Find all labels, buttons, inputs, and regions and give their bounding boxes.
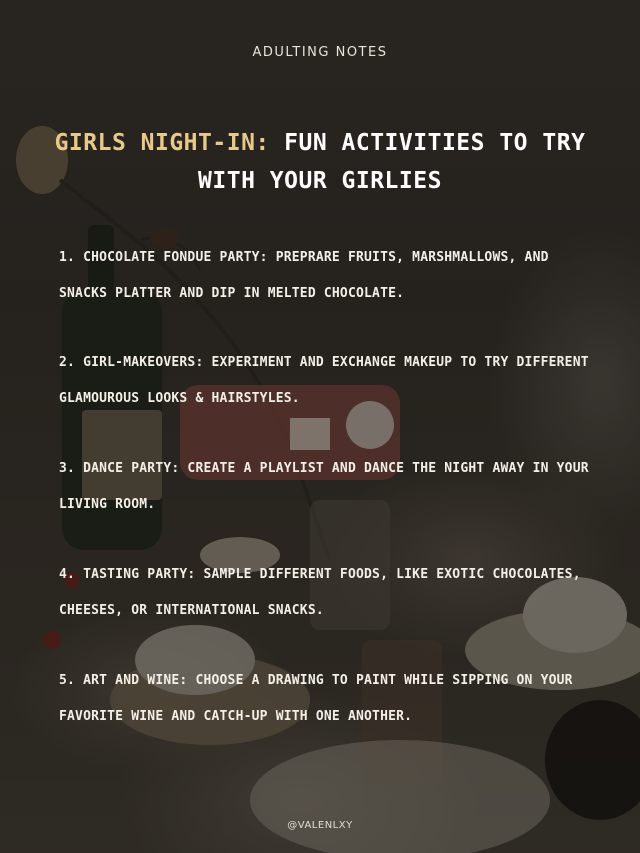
title-accent: GIRLS NIGHT-IN: bbox=[54, 130, 270, 156]
brand-header: ADULTING NOTES bbox=[252, 45, 388, 60]
list-item: 3. DANCE PARTY: CREATE A PLAYLIST AND DANCE THE NIGHT AWAY IN YOUR LIVING ROOM. bbox=[59, 461, 589, 512]
title-rest: FUN ACTIVITIES TO TRY WITH YOUR GIRLIES bbox=[198, 130, 586, 194]
list-item: 5. ART AND WINE: CHOOSE A DRAWING TO PAINT WHILE SIPPING ON YOUR FAVORITE WINE AND CATCH-UP WITH ONE ANOTHER. bbox=[59, 673, 573, 724]
list-item: 1. CHOCOLATE FONDUE PARTY: PREPRARE FRUITS, MARSHMALLOWS, AND SNACKS PLATTER AND DIP IN MELTED CHOCOLATE. bbox=[59, 250, 549, 301]
list-item: 4. TASTING PARTY: SAMPLE DIFFERENT FOODS, LIKE EXOTIC CHOCOLATES, CHEESES, OR INTERNATIONAL SNACKS. bbox=[59, 567, 581, 618]
list-item: 2. GIRL-MAKEOVERS: EXPERIMENT AND EXCHANGE MAKEUP TO TRY DIFFERENT GLAMOUROUS LOOKS & HAIRSTYLES. bbox=[59, 355, 589, 406]
author-handle: @VALENLXY bbox=[287, 820, 353, 831]
page-title bbox=[40, 124, 600, 200]
